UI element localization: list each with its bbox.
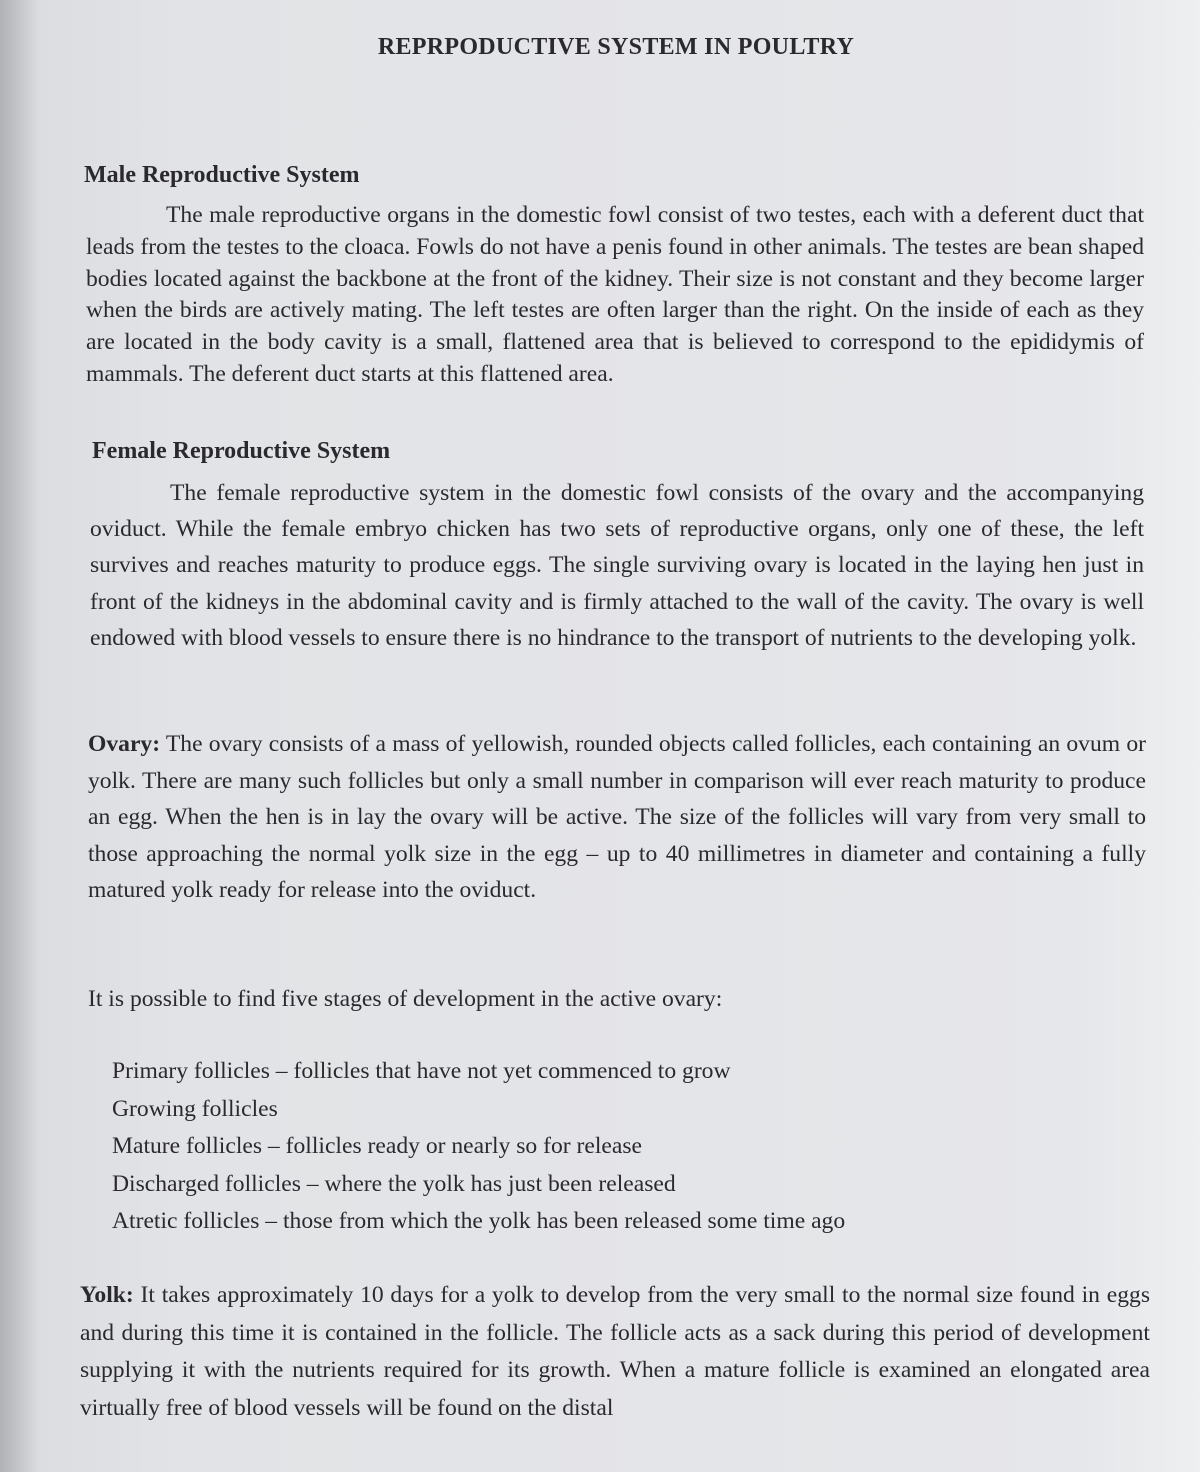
stages-intro: It is possible to find five stages of development in the active ovary:: [88, 986, 723, 1012]
female-paragraph: [90, 475, 1144, 656]
yolk-text: It takes approximately 10 days for a yolk to develop from the very small to the normal size found in eggs and during this time it is contained in the follicle. The follicle acts as a sack during this period of development supplying it with the nutrients required for its growth. When a mature follicle is examined an elongated area virtually free of blood vessels will be found on the distal: [80, 1282, 1150, 1421]
list-item: Atretic follicles – those from which the yolk has been released some time ago: [112, 1208, 846, 1234]
page-fold-shadow: [0, 0, 40, 1472]
male-text: The male reproductive organs in the domestic fowl consist of two testes, each with a deferent duct that leads from the testes to the cloaca. Fowls do not have a penis found in other animals. The testes are bean shaped bodies located against the backbone at the front of the kidney. Their size is not constant and they become larger when the birds are actively mating. The left testes are often larger than the right. On the inside of each as they are located in the body cavity is a small, flattened area that is believed to correspond to the epididymis of mammals. The deferent duct starts at this flattened area.: [86, 202, 1144, 387]
yolk-label: Yolk:: [80, 1282, 134, 1308]
yolk-paragraph: [80, 1277, 1150, 1427]
male-heading: Male Reproductive System: [84, 162, 360, 188]
list-item: Growing follicles: [112, 1095, 278, 1122]
female-heading: Female Reproductive System: [92, 438, 391, 464]
ovary-text: The ovary consists of a mass of yellowish, rounded objects called follicles, each containing an ovum or yolk. There are many such follicles but only a small number in comparison will ever reach maturity to produce an egg. When the hen is in lay the ovary will be active. The size of the follicles will vary from very small to those approaching the normal yolk size in the egg – up to 40 millimetres in diameter and containing a fully matured yolk ready for release into the oviduct.: [88, 731, 1146, 904]
list-item: Mature follicles – follicles ready or nearly so for release: [112, 1133, 642, 1159]
document-title: REPRPODUCTIVE SYSTEM IN POULTRY: [377, 34, 855, 60]
stages-list: [112, 1053, 845, 1241]
female-text: The female reproductive system in the domestic fowl consists of the ovary and the accompanying oviduct. While the female embryo chicken has two sets of reproductive organs, only one of these, the left survives and reaches maturity to produce eggs. The single surviving ovary is located in the laying hen just in front of the kidneys in the abdominal cavity and is firmly attached to the wall of the cavity. The ovary is well endowed with blood vessels to ensure there is no hindrance to the transport of nutrients to the developing yolk.: [90, 480, 1144, 651]
ovary-label: Ovary:: [88, 731, 161, 757]
list-item: Primary follicles – follicles that have not yet commenced to grow: [112, 1058, 731, 1084]
list-item: Discharged follicles – where the yolk has just been released: [112, 1170, 676, 1197]
male-paragraph: [86, 200, 1144, 391]
ovary-paragraph: [88, 726, 1146, 909]
